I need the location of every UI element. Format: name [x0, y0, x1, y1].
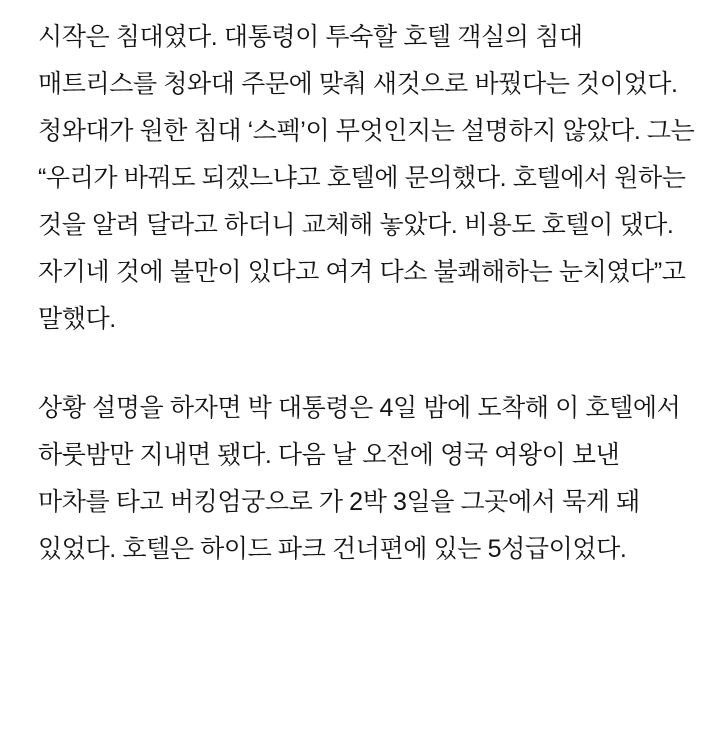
- article-paragraph-2: 상황 설명을 하자면 박 대통령은 4일 밤에 도착해 이 호텔에서 하룻밤만 지내면 됐다. 다음 날 오전에 영국 여왕이 보낸 마차를 타고 버킹엄궁으로 가 2박 3일을 그곳에서 묵게 돼 있었다. 호텔은 하이드 파크 건너편에 있는 5성급이었다.: [38, 394, 681, 563]
- article-paragraph-1: 시작은 침대였다. 대통령이 투숙할 호텔 객실의 침대 매트리스를 청와대 주문에 맞춰 새것으로 바꿨다는 것이었다. 청와대가 원한 침대 ‘스펙’이 무엇인지는 설명하지 않았다. 그는 “우리가 바꿔도 되겠느냐고 호텔에 문의했다. 호텔에서 원하는 것을 알려 달라고 하더니 교체해 놓았다. 비용도 호텔이 댔다. 자기네 것에 불만이 있다고 여겨 다소 불쾌해하는 눈치였다”고 말했다.: [38, 23, 695, 333]
